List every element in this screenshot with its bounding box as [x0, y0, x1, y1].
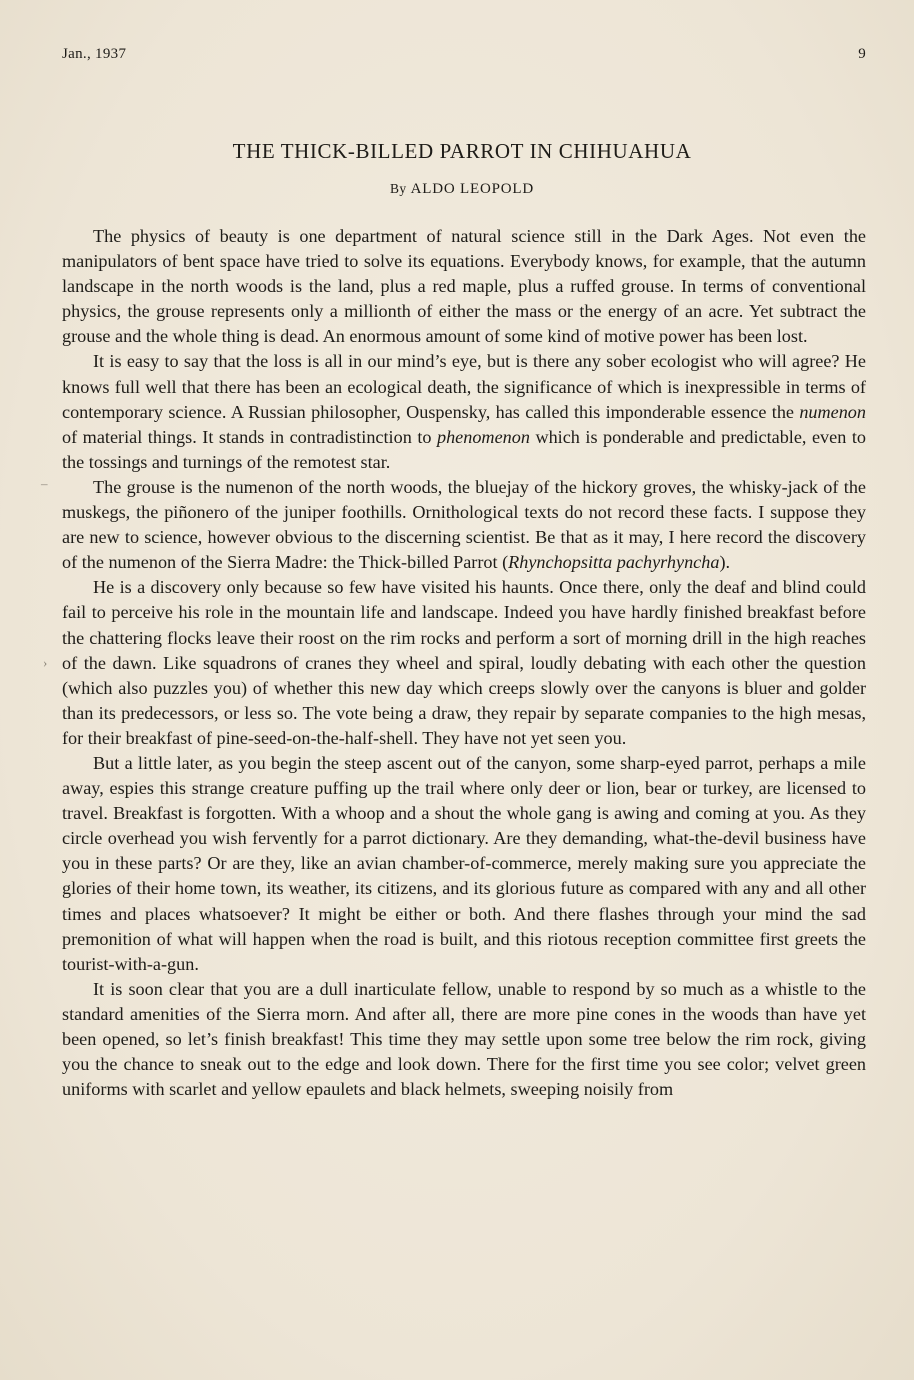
italic-term-numenon: numenon	[799, 401, 866, 422]
paragraph	[62, 475, 866, 575]
author-name: ALDO LEOPOLD	[410, 181, 534, 197]
paragraph-text: It is easy to say that the loss is all in our mind’s eye, but is there any sober ecologist who will agree? He knows full well that there has been an ecological death, the significance of which is inexpressible in terms of contemporary science. A Russian philosopher, Ouspensky, has called this imponderable essence the	[62, 351, 866, 422]
paragraph: The physics of beauty is one department of natural science still in the Dark Ages. Not even the manipulators of bent space have tried to solve its equations. Everybody knows, for example, that the autumn landscape in the north woods is the land, plus a red maple, plus a ruffed grouse. In terms of conventional physics, the grouse represents only a millionth of either the mass or the energy of an acre. Yet subtract the grouse and the whole thing is dead. An enormous amount of some kind of motive power has been lost.	[62, 226, 866, 347]
page-number: 9	[858, 46, 866, 62]
paragraph: It is soon clear that you are a dull inarticulate fellow, unable to respond by so much as a whistle to the standard amenities of the Sierra morn. And after all, there are more pine cones in the woods than have yet been opened, so let’s finish breakfast! This time they may settle upon some tree below the rim rock, giving you the chance to sneak out to the edge and look down. There for the first time you see color; velvet green uniforms with scarlet and yellow epaulets and black helmets, sweeping noisily from	[62, 978, 866, 1100]
paragraph	[62, 349, 866, 474]
margin-mark: ›	[43, 655, 48, 670]
paragraph-text: The grouse is the numenon of the north woods, the bluejay of the hickory groves, the whisky-jack of the muskegs, the piñonero of the juniper foothills. Ornithological texts do not record these facts. I suppose they are new to science, however obvious to the discerning scientist. Be that as it may, I here record the discovery of the numenon of the Sierra Madre: the Thick-billed Parrot (	[62, 476, 866, 573]
margin-mark: –	[41, 476, 48, 491]
byline-prefix: By	[390, 181, 407, 196]
paragraph-text: which is ponderable and predictable, even to the tossings and turnings of the remotest star.	[62, 426, 866, 472]
paragraph-text: ).	[719, 552, 731, 573]
paragraph-text: of material things. It stands in contradistinction to	[62, 426, 437, 447]
article-body	[62, 224, 866, 1102]
scientific-name: Rhynchopsitta pachyrhyncha	[508, 552, 720, 573]
issue-date: Jan., 1937	[62, 46, 127, 62]
running-head	[62, 46, 866, 68]
italic-term-phenomenon: phenomenon	[436, 426, 530, 447]
paragraph: He is a discovery only because so few have visited his haunts. Once there, only the deaf and blind could fail to perceive his role in the mountain life and landscape. Indeed you have hardly finished breakfast before the chattering flocks leave their roost on the rim rocks and perform a sort of morning drill in the high reaches of the dawn. Like squadrons of cranes they wheel and spiral, loudly debating with each other the question (which also puzzles you) of whether this new day which creeps slowly over the canyons is bluer and golder than its predecessors, or less so. The vote being a draw, they repair by separate companies to the high mesas, for their breakfast of pine-seed-on-the-half-shell. They have not yet seen you.	[62, 577, 866, 748]
byline	[0, 181, 914, 198]
article-title: THE THICK-BILLED PARROT IN CHIHUAHUA	[232, 139, 692, 163]
paragraph: But a little later, as you begin the steep ascent out of the canyon, some sharp-eyed parrot, perhaps a mile away, espies this strange creature puffing up the trail where only deer or lion, bear or turkey, are licensed to travel. Breakfast is forgotten. With a whoop and a shout the whole gang is awing and coming at you. As they circle overhead you wish fervently for a parrot dictionary. Are they demanding, what-the-devil business have you in these parts? Or are they, like an avian chamber-of-commerce, merely making sure you appreciate the glories of their home town, its weather, its citizens, and its glorious future as compared with any and all other times and places whatsoever? It might be either or both. And there flashes through your mind the sad premonition of what will happen when the road is built, and this riotous reception committee first greets the tourist-with-a-gun.	[62, 752, 866, 974]
